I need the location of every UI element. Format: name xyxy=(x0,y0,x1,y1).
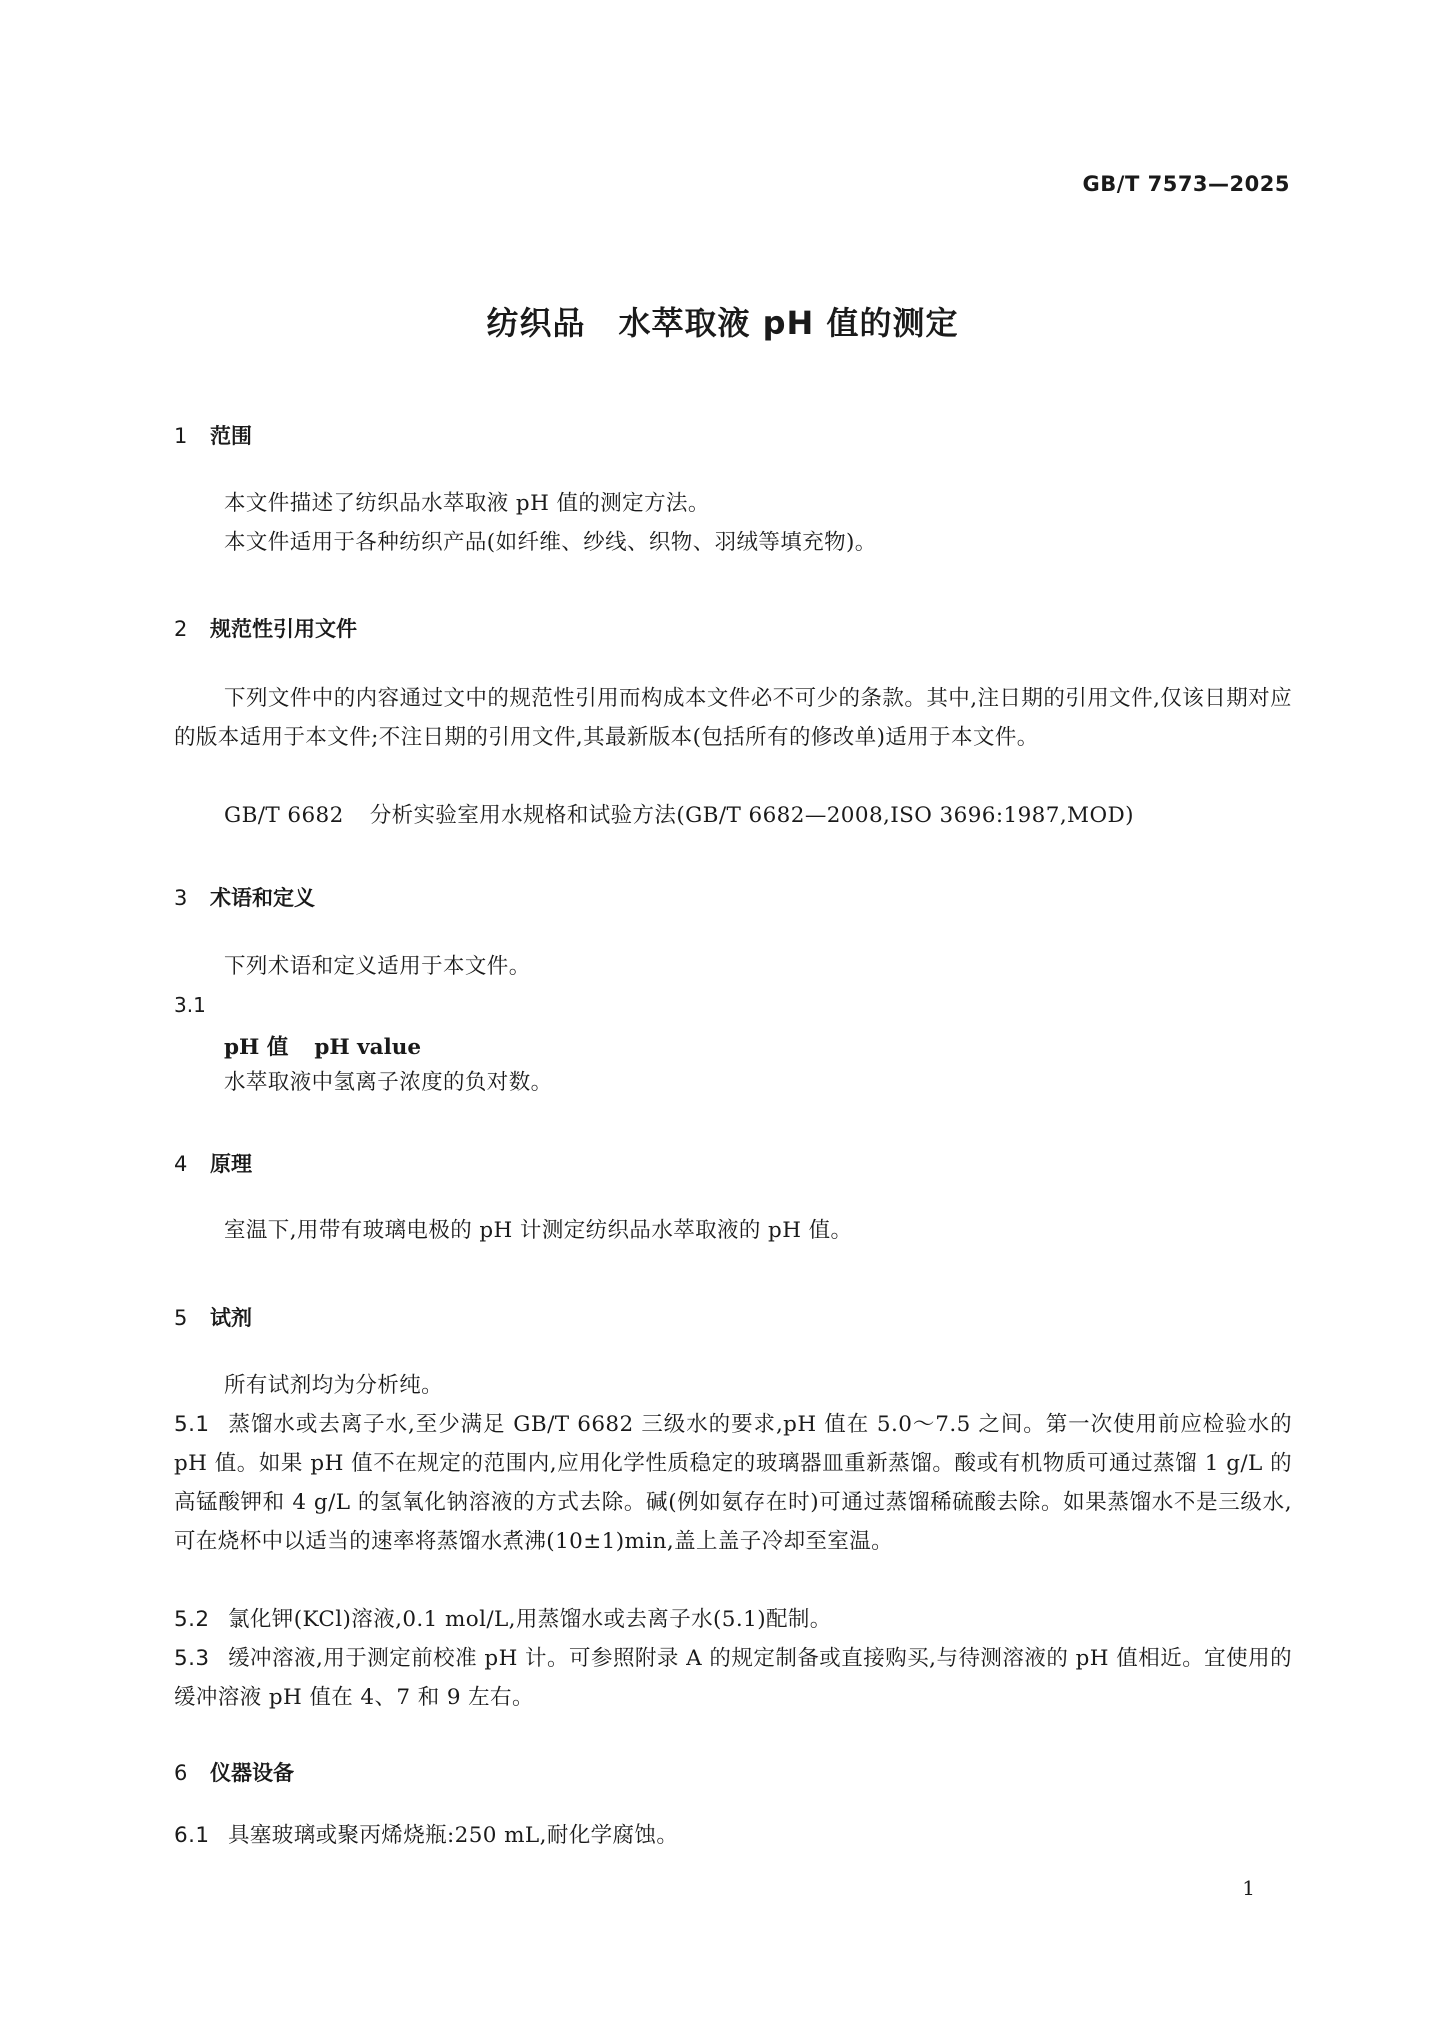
section-5-heading xyxy=(174,1302,252,1332)
section-1-paragraph-2: 本文件适用于各种纺织产品(如纤维、纱线、织物、羽绒等填充物)。 xyxy=(224,530,877,555)
reagent-item-5-2 xyxy=(174,1600,1292,1639)
page-number: 1 xyxy=(1242,1876,1255,1900)
section-2-paragraph-1: 下列文件中的内容通过文中的规范性引用而构成本文件必不可少的条款。其中,注日期的引用文件,仅该日期对应的版本适用于本文件;不注日期的引用文件,其最新版本(包括所有的修改单)适用于本文件。 xyxy=(174,686,1292,750)
document-title: 纺织品 水萃取液 pH 值的测定 xyxy=(486,304,959,342)
item-number: 5.2 xyxy=(174,1607,210,1632)
term-definition: 水萃取液中氢离子浓度的负对数。 xyxy=(224,1070,553,1095)
apparatus-item-6-1 xyxy=(174,1816,1292,1855)
section-title: 仪器设备 xyxy=(210,1761,294,1785)
section-6-heading xyxy=(174,1757,294,1787)
section-4-heading xyxy=(174,1148,252,1178)
section-5-paragraph-1: 所有试剂均为分析纯。 xyxy=(224,1373,444,1398)
section-3-heading xyxy=(174,882,315,912)
item-text: 具塞玻璃或聚丙烯烧瓶:250 mL,耐化学腐蚀。 xyxy=(228,1823,679,1848)
section-title: 术语和定义 xyxy=(210,886,315,910)
item-text: 缓冲溶液,用于测定前校准 pH 计。可参照附录 A 的规定制备或直接购买,与待测溶液的 pH 值相近。宜使用的缓冲溶液 pH 值在 4、7 和 9 左右。 xyxy=(174,1646,1292,1710)
section-number: 1 xyxy=(174,424,188,448)
section-number: 6 xyxy=(174,1761,188,1785)
item-text: 氯化钾(KCl)溶液,0.1 mol/L,用蒸馏水或去离子水(5.1)配制。 xyxy=(228,1607,832,1632)
section-title: 试剂 xyxy=(210,1306,252,1330)
reference-code: GB/T 6682 xyxy=(224,803,344,828)
section-1-paragraph-1: 本文件描述了纺织品水萃取液 pH 值的测定方法。 xyxy=(224,491,710,516)
term-english: pH value xyxy=(314,1035,422,1060)
section-2-heading xyxy=(174,613,357,643)
normative-reference xyxy=(174,796,1292,835)
item-number: 6.1 xyxy=(174,1823,210,1848)
section-title: 原理 xyxy=(210,1152,252,1176)
section-number: 2 xyxy=(174,617,188,641)
subclause-number: 3.1 xyxy=(174,993,206,1017)
item-text: 蒸馏水或去离子水,至少满足 GB/T 6682 三级水的要求,pH 值在 5.0～7.5 之间。第一次使用前应检验水的 pH 值。如果 pH 值不在规定的范围内,应用化学性质稳定的玻璃器皿重新蒸馏。酸或有机物质可通过蒸馏 1 g/L 的高锰酸钾和 4 g/L 的氢氧化钠溶液的方式去除。碱(例如氨存在时)可通过蒸馏稀硫酸去除。如果蒸馏水不是三级水,可在烧杯中以适当的速率将蒸馏水煮沸(10±1)min,盖上盖子冷却至室温。 xyxy=(174,1412,1292,1554)
reference-title: 分析实验室用水规格和试验方法(GB/T 6682—2008,ISO 3696:1987,MOD) xyxy=(369,803,1134,828)
section-3-paragraph-1: 下列术语和定义适用于本文件。 xyxy=(224,954,531,979)
item-number: 5.1 xyxy=(174,1412,210,1437)
section-1-heading xyxy=(174,420,252,450)
section-number: 3 xyxy=(174,886,188,910)
section-4-paragraph-1: 室温下,用带有玻璃电极的 pH 计测定纺织品水萃取液的 pH 值。 xyxy=(224,1218,853,1243)
section-number: 4 xyxy=(174,1152,188,1176)
section-number: 5 xyxy=(174,1306,188,1330)
section-title: 规范性引用文件 xyxy=(210,617,357,641)
term-heading xyxy=(224,1030,421,1061)
reagent-item-5-3 xyxy=(174,1639,1292,1717)
standard-number: GB/T 7573—2025 xyxy=(1082,172,1290,196)
section-title: 范围 xyxy=(210,424,252,448)
item-number: 5.3 xyxy=(174,1646,210,1671)
term-chinese: pH 值 xyxy=(224,1035,289,1060)
reagent-item-5-1 xyxy=(174,1405,1292,1561)
